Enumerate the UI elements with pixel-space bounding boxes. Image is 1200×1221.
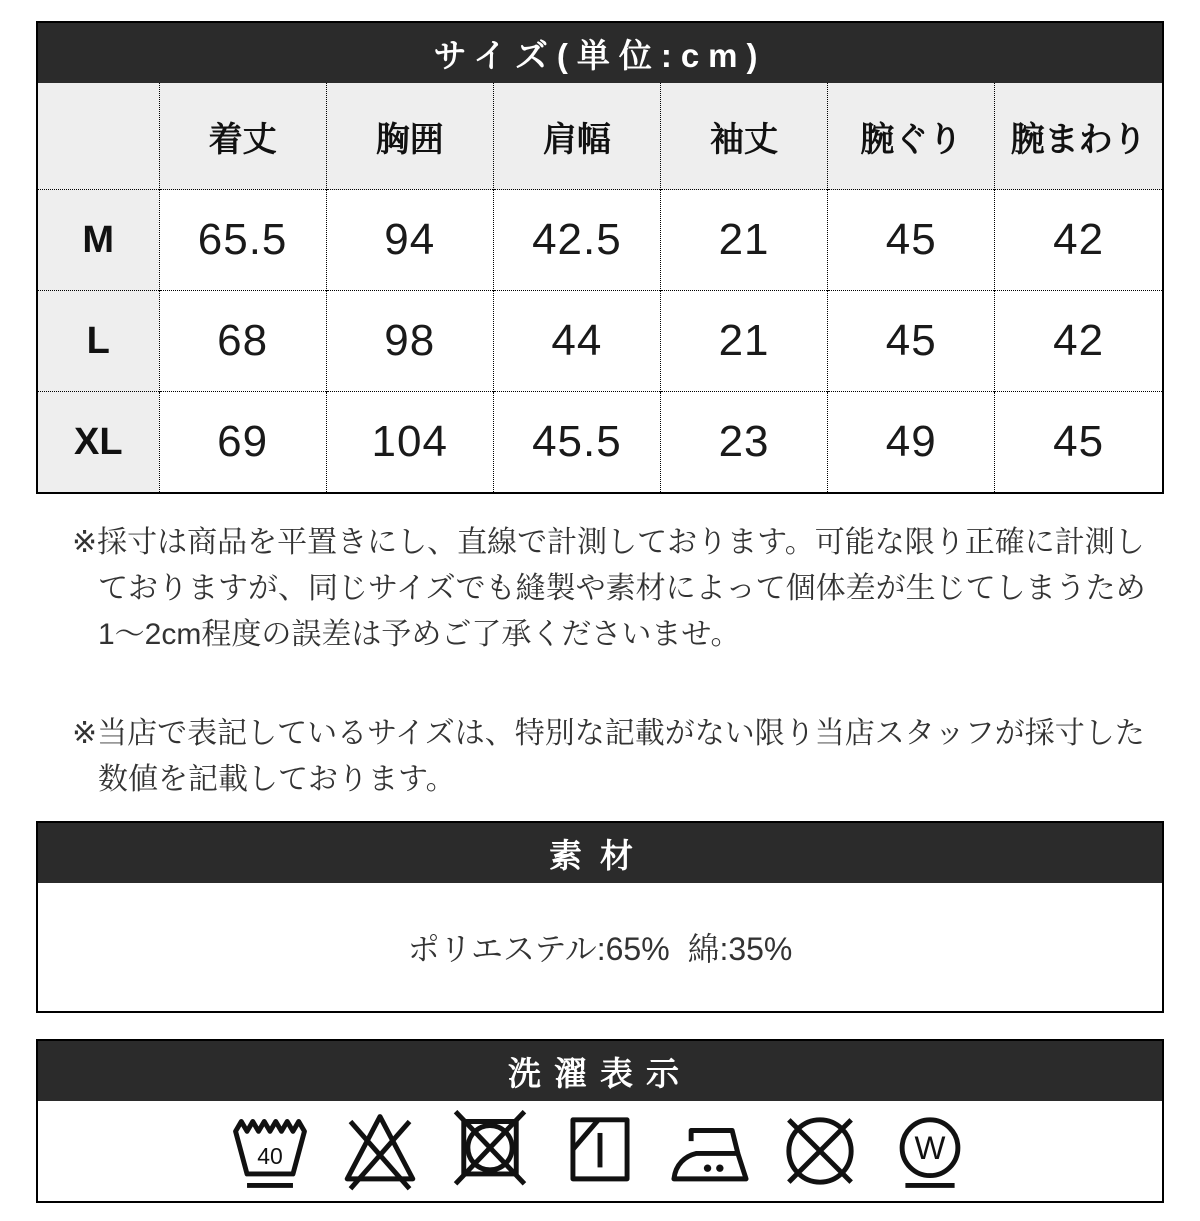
care-symbols-row xyxy=(38,1101,1162,1201)
do-not-bleach-icon xyxy=(339,1110,421,1192)
measurement-note xyxy=(72,520,1164,658)
do-not-dry-clean-icon xyxy=(779,1110,861,1192)
note-line: 1〜2cm程度の誤差は予めご了承くださいませ。 xyxy=(98,618,741,651)
iron-medium-heat-icon xyxy=(669,1110,751,1192)
size-label: XL xyxy=(38,392,159,493)
material-composition: ポリエステル:65% 綿:35% xyxy=(407,931,793,967)
measurement-cell: 49 xyxy=(828,392,995,493)
measurement-cell: 68 xyxy=(159,291,326,392)
column-header: 着丈 xyxy=(159,83,326,190)
measurement-cell: 65.5 xyxy=(159,190,326,291)
measurement-cell: 104 xyxy=(326,392,493,493)
laundry-section-title: 洗濯表示 xyxy=(38,1041,1162,1101)
measurement-cell: 98 xyxy=(326,291,493,392)
table-row xyxy=(38,190,1162,291)
column-header: 腕ぐり xyxy=(828,83,995,190)
measurement-cell: 42.5 xyxy=(493,190,660,291)
column-header: 袖丈 xyxy=(660,83,827,190)
size-label: L xyxy=(38,291,159,392)
corner-cell xyxy=(38,83,159,190)
note-line: ておりますが、同じサイズでも縫製や素材によって個体差が生じてしまうため xyxy=(98,572,1146,605)
note-line: 数値を記載しております。 xyxy=(98,763,456,796)
size-section-title: サイズ(単位:cm) xyxy=(38,23,1162,83)
table-row xyxy=(38,291,1162,392)
measurement-cell: 94 xyxy=(326,190,493,291)
column-header: 肩幅 xyxy=(493,83,660,190)
measurement-cell: 45 xyxy=(828,190,995,291)
laundry-section xyxy=(36,1039,1164,1203)
measurement-cell: 45 xyxy=(995,392,1162,493)
notes xyxy=(72,520,1164,803)
measurement-cell: 23 xyxy=(660,392,827,493)
measurement-cell: 21 xyxy=(660,291,827,392)
machine-wash-40-mild-icon xyxy=(229,1110,311,1192)
measurement-cell: 45 xyxy=(828,291,995,392)
material-section-title: 素材 xyxy=(38,823,1162,883)
note-line: ※採寸は商品を平置きにし、直線で計測しております。可能な限り正確に計測し xyxy=(72,526,1145,559)
column-header: 腕まわり xyxy=(995,83,1162,190)
measurement-cell: 42 xyxy=(995,190,1162,291)
note-line: ※当店で表記しているサイズは、特別な記載がない限り当店スタッフが採寸した xyxy=(72,717,1145,750)
svg-text:W: W xyxy=(914,1129,946,1167)
wet-clean-mild-icon xyxy=(889,1110,971,1192)
size-section xyxy=(36,21,1164,494)
line-dry-in-shade-icon xyxy=(559,1110,641,1192)
measurement-cell: 45.5 xyxy=(493,392,660,493)
column-header: 胸囲 xyxy=(326,83,493,190)
svg-text:40: 40 xyxy=(257,1143,283,1170)
measurement-cell: 44 xyxy=(493,291,660,392)
material-section xyxy=(36,821,1164,1013)
size-label: M xyxy=(38,190,159,291)
measurement-cell: 69 xyxy=(159,392,326,493)
sizing-note xyxy=(72,711,1164,803)
table-row xyxy=(38,392,1162,493)
size-table xyxy=(38,83,1162,492)
measurement-cell: 42 xyxy=(995,291,1162,392)
do-not-tumble-dry-icon xyxy=(449,1110,531,1192)
measurement-cell: 21 xyxy=(660,190,827,291)
